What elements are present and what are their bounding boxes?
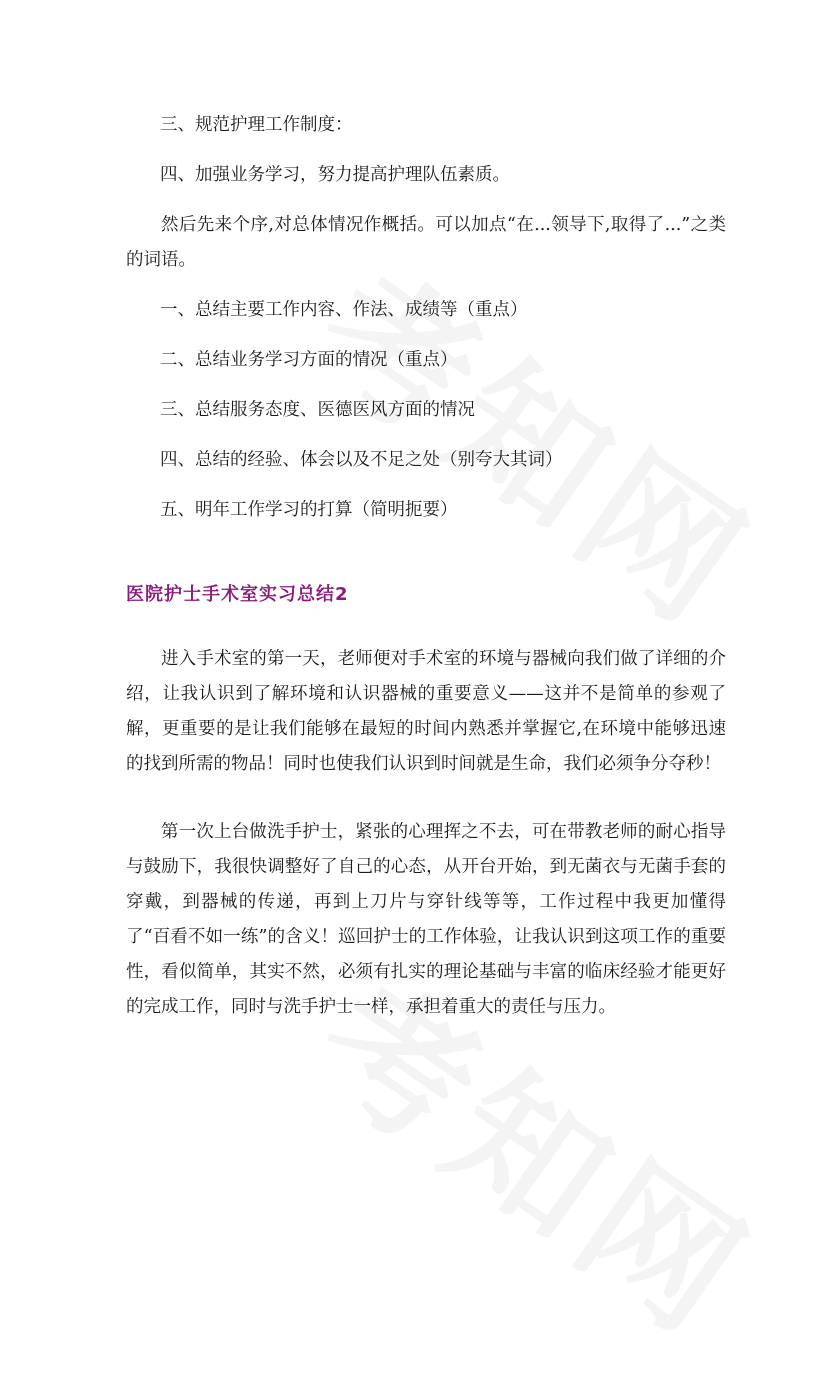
outline-item: 一、总结主要工作内容、作法、成绩等（重点） [160, 300, 528, 320]
outline-item: 四、总结的经验、体会以及不足之处（别夸大其词） [160, 450, 563, 470]
outline-item: 五、明年工作学习的打算（简明扼要） [160, 500, 458, 520]
intro-paragraph: 然后先来个序,对总体情况作概括。可以加点“在...领导下,取得了...”之类的词语。 [126, 215, 726, 270]
list-item: 三、规范护理工作制度： [160, 115, 353, 135]
watermark [281, 212, 798, 664]
body-paragraph: 进入手术室的第一天，老师便对手术室的环境与器械向我们做了详细的介绍，让我认识到了解环境和认识器械的重要意义——这并不是简单的参观了解，更重要的是让我们能够在最短的时间内熟悉并掌握它,在环境中能够迅速的找到所需的物品！同时也使我们认识到时间就是生命，我们必须争分夺秒！ [126, 649, 726, 774]
body-paragraph: 第一次上台做洗手护士，紧张的心理挥之不去，可在带教老师的耐心指导与鼓励下，我很快调整好了自己的心态，从开台开始，到无菌衣与无菌手套的穿戴，到器械的传递，再到上刀片与穿针线等等，工作过程中我更加懂得了“百看不如一练”的含义！巡回护士的工作体验，让我认识到这项工作的重要性，看似简单，其实不然，必须有扎实的理论基础与丰富的临床经验才能更好的完成工作，同时与洗手护士一样，承担着重大的责任与压力。 [126, 822, 726, 1017]
section-title: 医院护士手术室实习总结2 [126, 584, 349, 605]
outline-item: 三、总结服务态度、医德医风方面的情况 [160, 400, 475, 420]
outline-item: 二、总结业务学习方面的情况（重点） [160, 350, 458, 370]
list-item: 四、加强业务学习，努力提高护理队伍素质。 [160, 165, 510, 185]
